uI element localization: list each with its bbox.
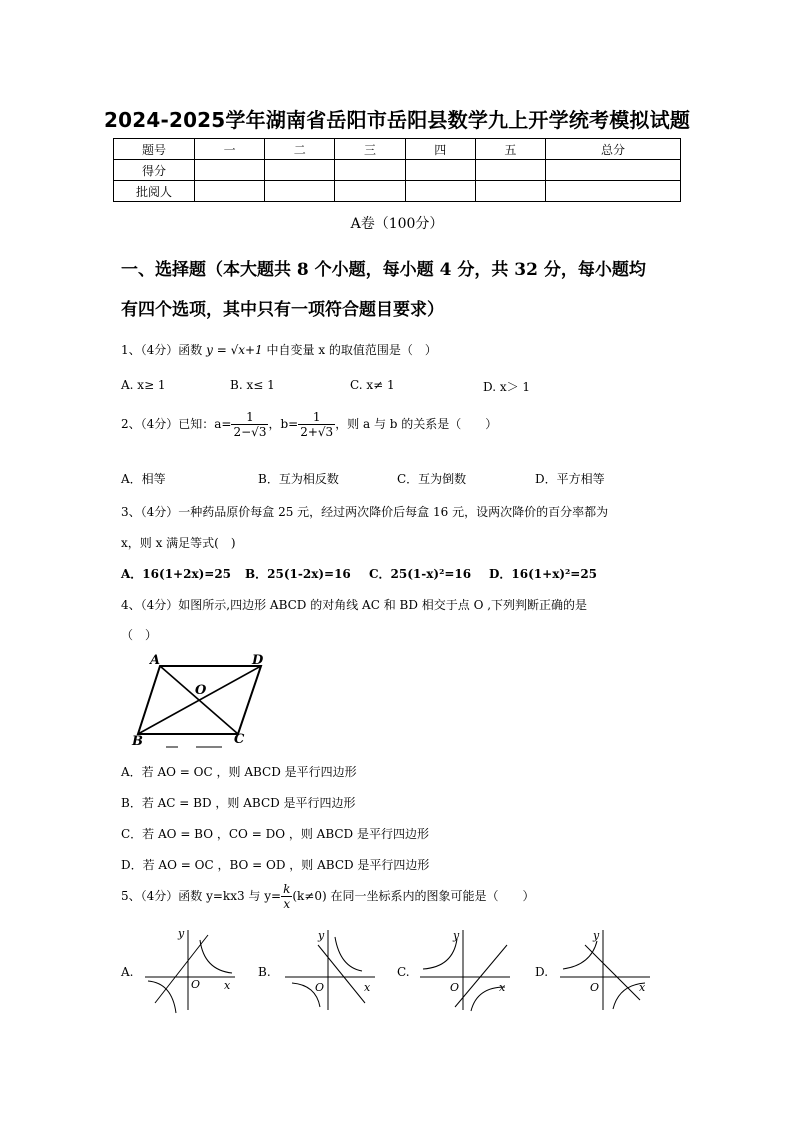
q3-option-b[interactable]: B．25(1-2x)=16 [245,567,351,581]
x-label: x [364,981,371,994]
question-1 [121,341,437,358]
score-cell[interactable] [405,181,475,202]
question-4-line2: （ ） [121,628,158,642]
score-cell[interactable] [546,181,681,202]
label-c: C [234,732,245,747]
q2-frac-b-den: 2+√3 [300,425,334,439]
score-cell[interactable] [195,181,265,202]
q3-option-c[interactable]: C．25(1-x)²=16 [369,567,472,581]
q2-frac-a-num: 1 [231,410,268,425]
question-4-line1: 4、（4分）如图所示,四边形 ABCD 的对角线 AC 和 BD 相交于点 O ,下列判断正确的是 [121,598,588,612]
score-header-cell: 四 [405,139,475,160]
score-header-cell: 五 [475,139,545,160]
q4-option-d[interactable]: D．若 AO = OC ，BO = OD ，则 ABCD 是平行四边形 [121,858,430,872]
score-cell[interactable] [475,181,545,202]
q5-graph-b [280,925,380,1015]
hyperbola-branch [563,941,597,969]
q4-option-a[interactable]: A．若 AO = OC ，则 ABCD 是平行四边形 [121,765,357,779]
origin-label: O [450,981,460,994]
q2-option-d[interactable]: D．平方相等 [535,472,605,486]
q1-option-b[interactable]: B. x≤ 1 [230,378,275,392]
q2-option-b[interactable]: B．互为相反数 [258,472,339,486]
score-row-label: 批阅人 [114,181,195,202]
x-label: x [499,981,506,994]
score-table-header-row [114,139,681,160]
score-cell[interactable] [335,160,405,181]
q1-prefix: 1、（4分）函数 [121,343,203,357]
y-label: y [318,929,325,942]
q5-graph-a [140,925,240,1015]
q2-suffix: ，则 a 与 b 的关系是（ ） [335,417,498,431]
linear-graph [155,935,208,1003]
score-cell[interactable] [405,160,475,181]
q5-option-b[interactable]: B. [258,965,271,979]
score-cell[interactable] [265,181,335,202]
q2-fraction-b [298,410,335,439]
score-table [113,138,681,202]
question-3-line1: 3、（4分）一种药品原价每盒 25 元，经过两次降价后每盒 16 元，设两次降价的百分率都为 [121,505,609,519]
score-cell[interactable] [475,160,545,181]
hyperbola-branch [423,939,457,969]
q5-frac-num: k [283,882,291,896]
origin-label: O [590,981,600,994]
score-header-cell: 总分 [546,139,681,160]
part1-heading-line1: 一、选择题（本大题共 8 个小题，每小题 4 分，共 32 分，每小题均 [121,260,646,280]
q3-option-d[interactable]: D．16(1+x)²=25 [489,567,598,581]
q5-option-d[interactable]: D. [535,965,549,979]
score-cell[interactable] [265,160,335,181]
question-5 [121,882,534,911]
q2-frac-b-num: 1 [298,410,335,425]
q3-option-a[interactable]: A．16(1+2x)=25 [121,567,232,581]
exam-title: 2024-2025学年湖南省岳阳市岳阳县数学九上开学统考模拟试题 [103,108,691,132]
q2-prefix: 2、（4分）已知：a= [121,417,232,431]
score-table-row [114,181,681,202]
q5-option-a[interactable]: A. [121,965,134,979]
hyperbola-branch [335,937,362,971]
q5-fraction [281,882,292,911]
score-header-cell: 三 [335,139,405,160]
section-a-heading: A卷（100分） [350,216,444,232]
q5-graph-c [415,925,515,1015]
q1-option-a[interactable]: A. x≥ 1 [121,378,166,392]
q5-option-c[interactable]: C. [397,965,410,979]
score-header-cell: 二 [265,139,335,160]
score-row-label: 得分 [114,160,195,181]
score-cell[interactable] [546,160,681,181]
hyperbola-branch [200,940,232,973]
x-label: x [639,981,646,994]
question-2 [121,410,497,439]
label-a: A [150,653,161,668]
q1-suffix: 中自变量 x 的取值范围是（ ） [266,343,437,357]
q5-suffix: (k≠0) 在同一坐标系内的图象可能是（ ） [292,889,535,903]
label-d: D [252,653,264,668]
label-o: O [195,683,207,698]
label-b: B [132,734,143,749]
q2-option-a[interactable]: A．相等 [121,472,166,486]
part1-heading-line2: 有四个选项，其中只有一项符合题目要求） [121,300,444,320]
score-header-cell: 题号 [114,139,195,160]
q4-option-b[interactable]: B．若 AC = BD ，则 ABCD 是平行四边形 [121,796,356,810]
score-table-row [114,160,681,181]
q2-frac-a-den: 2−√3 [233,425,267,439]
origin-label: O [191,978,201,991]
origin-label: O [315,981,325,994]
linear-graph [318,945,365,1003]
q1-option-d[interactable]: D. x＞ 1 [483,380,531,394]
score-header-cell: 一 [195,139,265,160]
y-label: y [593,929,600,942]
q5-graph-d [555,925,655,1015]
x-label: x [224,979,231,992]
q4-option-c[interactable]: C．若 AO = BO ，CO = DO ，则 ABCD 是平行四边形 [121,827,429,841]
y-label: y [178,927,185,940]
hyperbola-branch [148,981,176,1013]
question-3-line2: x，则 x 满足等式( ) [121,536,236,550]
score-cell[interactable] [195,160,265,181]
q2-option-c[interactable]: C．互为倒数 [397,472,467,486]
q5-prefix: 5、（4分）函数 y=kx3 与 y= [121,889,282,903]
q4-parallelogram-figure [118,650,268,750]
score-cell[interactable] [335,181,405,202]
q2-mid: ，b= [268,417,299,431]
q1-formula: y = √x+1 [206,343,263,357]
q5-frac-den: x [283,897,291,911]
q1-option-c[interactable]: C. x≠ 1 [350,378,395,392]
q2-fraction-a [231,410,268,439]
y-label: y [453,929,460,942]
